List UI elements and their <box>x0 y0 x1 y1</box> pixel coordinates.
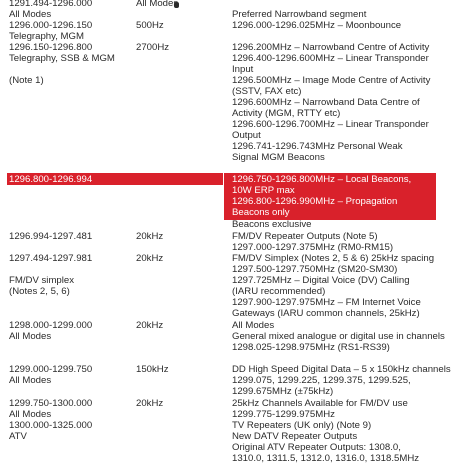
row2-usage-line: 1296.200MHz – Narrowband Centre of Activity <box>232 42 430 53</box>
row2-usage-line: 1296.500MHz – Image Mode Centre of Activity <box>232 75 431 86</box>
row7-freq: 1298.000-1299.000 <box>9 320 93 331</box>
row2-freq: 1296.150-1296.800 <box>9 42 93 53</box>
row2-usage-line: Activity (MGM, RTTY etc) <box>232 108 341 119</box>
row4-usage-line: FM/DV Repeater Outputs (Note 5) <box>232 231 378 242</box>
row8-freq: 1299.000-1299.750 <box>9 364 93 375</box>
row5-bandwidth: 20kHz <box>136 253 164 264</box>
row10-freq: 1300.000-1325.000 <box>9 420 93 431</box>
row6-usage-line: 1297.900-1297.975MHz – FM Internet Voice <box>232 297 421 308</box>
row8-mode: All Modes <box>9 375 52 386</box>
row6-note: (Notes 2, 5, 6) <box>9 286 70 297</box>
row10-mode: ATV <box>9 431 27 442</box>
row3-usage-line: 1296.750-1296.800MHz – Local Beacons, <box>232 174 412 185</box>
row1-freq: 1296.000-1296.150 <box>9 20 93 31</box>
row3-freq: 1296.800-1296.994 <box>9 174 93 185</box>
row0-freq: 1291.494-1296.000 <box>9 0 93 9</box>
row5-freq: 1297.494-1297.981 <box>9 253 93 264</box>
row1-mode: Telegraphy, MGM <box>9 31 84 42</box>
row2-mode: Telegraphy, SSB & MGM <box>9 53 115 64</box>
row4-bandwidth: 20kHz <box>136 231 164 242</box>
row8-bandwidth: 150kHz <box>136 364 169 375</box>
row10-usage-line: 1310.0, 1311.5, 1312.0, 1316.0, 1318.5MHz <box>232 453 420 464</box>
row8-usage-line: DD High Speed Digital Data – 5 x 150kHz channels <box>232 364 451 375</box>
row7-bandwidth: 20kHz <box>136 320 164 331</box>
row1-usage: 1296.000-1296.025MHz – Moonbounce <box>232 20 402 31</box>
row0-mode: All Modes <box>9 9 52 20</box>
row9-usage-line: 25kHz Channels Available for FM/DV use <box>232 398 408 409</box>
row6-usage-line: Gateways (IARU common channels, 25kHz) <box>232 308 420 319</box>
row6-mode: FM/DV simplex <box>9 275 75 286</box>
row4-freq: 1296.994-1297.481 <box>9 231 93 242</box>
row2-usage-line: 1296.600MHz – Narrowband Data Centre of <box>232 97 420 108</box>
row9-bandwidth: 20kHz <box>136 398 164 409</box>
row7-mode: All Modes <box>9 331 52 342</box>
row6-usage-line: (IARU recommended) <box>232 286 326 297</box>
row8-usage-line: 1299.675MHz (±75kHz) <box>232 386 334 397</box>
row3-usage-line: Beacons only <box>232 207 290 218</box>
row3-usage-line: 1296.800-1296.990MHz – Propagation <box>232 196 398 207</box>
row5-usage-line: FM/DV Simplex (Notes 2, 5 & 6) 25kHz spacing <box>232 253 435 264</box>
row2-usage-line: Input <box>232 64 254 75</box>
row9-usage-line: 1299.775-1299.975MHz <box>232 409 335 420</box>
row0-bandwidth: All Modes <box>136 0 179 9</box>
row9-freq: 1299.750-1300.000 <box>9 398 93 409</box>
row3-usage-line: Beacons exclusive <box>232 219 312 230</box>
row2-usage-line: Output <box>232 130 261 141</box>
row2-usage-line: 1296.600-1296.700MHz – Linear Transponder <box>232 119 429 130</box>
row2-note: (Note 1) <box>9 75 44 86</box>
row10-usage-line: Original ATV Repeater Outputs: 1308.0, <box>232 442 401 453</box>
row2-bandwidth: 2700Hz <box>136 42 170 53</box>
row4-usage-line: 1297.000-1297.375MHz (RM0-RM15) <box>232 242 394 253</box>
row0-usage: Preferred Narrowband segment <box>232 9 367 20</box>
row3-usage-line: 10W ERP max <box>232 185 295 196</box>
row5-usage-line: 1297.500-1297.750MHz (SM20-SM30) <box>232 264 398 275</box>
row10-usage-line: TV Repeaters (UK only) (Note 9) <box>232 420 372 431</box>
row7-usage-line: 1298.025-1298.975MHz (RS1-RS39) <box>232 342 390 353</box>
row7-usage-line: General mixed analogue or digital use in channels <box>232 331 445 342</box>
row2-usage-line: 1296.400-1296.600MHz – Linear Transponder <box>232 53 429 64</box>
row2-usage-line: (SSTV, FAX etc) <box>232 86 302 97</box>
row2-usage-line: Signal MGM Beacons <box>232 152 325 163</box>
row7-usage-line: All Modes <box>232 320 275 331</box>
row10-usage-line: New DATV Repeater Outputs <box>232 431 358 442</box>
row1-bandwidth: 500Hz <box>136 20 164 31</box>
row2-usage-line: 1296.741-1296.743MHz Personal Weak <box>232 141 403 152</box>
row9-mode: All Modes <box>9 409 52 420</box>
row8-usage-line: 1299.075, 1299.225, 1299.375, 1299.525, <box>232 375 411 386</box>
row6-usage-line: 1297.725MHz – Digital Voice (DV) Calling <box>232 275 410 286</box>
